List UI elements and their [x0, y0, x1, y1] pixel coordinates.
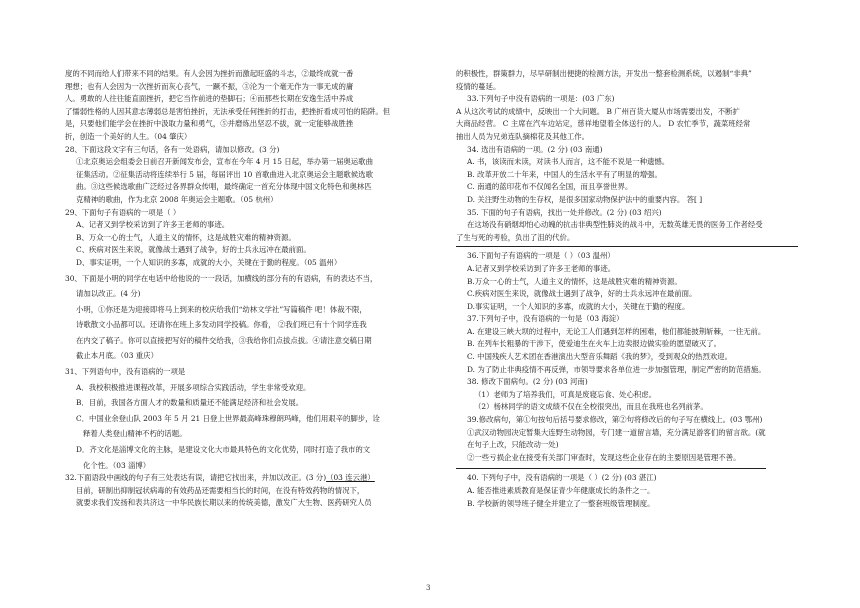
text-line-content: 30、下面是小明的同学在电话中给他说的一一段话，加横线的部分有的有语病，有的表达不当，: [65, 273, 378, 283]
text-line-content: C. 南通的蓝印花布不仅闻名全国，而且享誉世界。: [467, 182, 633, 192]
text-line-content: 人。勇敢的人往往能直面挫折，把它当作前进的垫脚石；④而那些长期在安逸生活中养成: [65, 94, 354, 104]
divider: [456, 468, 766, 469]
text-line: [456, 156, 798, 169]
text-line-content: D. 关注野生动物的生存权，是很多国家动物保护法中的重要内容。 答[ ]: [467, 194, 703, 204]
text-line: [65, 366, 431, 379]
text-line-content: 释着人类登山精神不朽的话题。: [83, 429, 187, 439]
text-line: [65, 444, 431, 457]
text-line: [456, 232, 798, 245]
text-line: [456, 338, 798, 351]
text-line: [65, 319, 431, 332]
text-line-content: 在内交了稿子。你可以直接把写好的稿件交给我，③我给你们点拔点拔。④请注意交稿日期: [76, 335, 372, 345]
text-line: [456, 439, 798, 452]
text-line: [65, 93, 431, 106]
text-line: [65, 428, 431, 441]
text-line: [65, 472, 431, 485]
text-line: [456, 376, 798, 389]
text-line-content: 诗歌散文小品都可以。还请你在班上多发动同学投稿。你看， ②我们班已有十个同学连我: [76, 320, 367, 330]
text-line: [65, 219, 431, 232]
text-line-content: 33.下列句子中没有语病的一项是：(03 广东): [467, 94, 615, 104]
text-line: [65, 257, 431, 270]
text-line-content: 理想；也有人会因为一次挫折而灰心丧气，一蹶不振，③沦为一个毫无作为一事无成的庸: [65, 81, 354, 91]
text-line-content: 了生与死的考验，负出了沮的代价。: [456, 232, 575, 242]
text-line-content: 了懦弱性格的人因其意志薄弱总是害怕挫折，无法承受任何挫折的打击，把挫折看成可怕的陷阱。但: [65, 106, 391, 116]
text-line-content: 32.下面语段中画线的句子有三处表达有误，请把它找出来，并加以改正。(3 分): [65, 473, 327, 483]
source-tag: （03 连云港）: [326, 473, 375, 483]
text-line: [65, 131, 431, 144]
text-line-content: 35. 下面的句子有语病，找出一处并修改。(2 分) (03 绍兴): [467, 207, 662, 217]
text-line: [456, 485, 798, 498]
text-line: [65, 350, 431, 363]
divider: [456, 246, 798, 247]
text-line: [65, 304, 431, 317]
text-line-content: B. 在列车长粗暴的干涉下，使爱迪生在火车上边卖报边做实验的愿望破灭了。: [467, 339, 722, 349]
text-line-content: C.疾病对医生来说，就像战士遇到了战争，好的士兵永远冲在最前面。: [467, 289, 697, 299]
text-line: [456, 194, 798, 207]
text-line: [65, 144, 431, 157]
text-line: [65, 413, 431, 426]
text-line: [456, 401, 798, 414]
text-line-content: 折，创造一个美好的人生。（04 肇庆）: [65, 131, 192, 141]
text-line-content: 目前，研制出抑制冠状病毒的有效药品还需要相当长的时间，在没有特效药物的情况下，: [76, 485, 365, 495]
text-line-content: 曲。③这些候选歌曲广泛经过各界群众传唱，最终确定一首充分体现中国文化特色和奥林匹: [76, 182, 372, 192]
text-line: [456, 313, 798, 326]
text-line: [456, 364, 798, 377]
text-line-content: 39.修改病句，第①句按句后括号要求修改，第②句将修改后的句子写在横线上。(03 鄂州): [467, 415, 763, 425]
text-line: [456, 263, 798, 276]
text-line-content: ①北京奥运会组委会日前召开新闻发布会，宣布在今年 4 月 15 日起，举办第一届奥运歌曲: [76, 157, 373, 167]
text-line: [456, 118, 798, 131]
text-line: [456, 169, 798, 182]
text-line: [456, 351, 798, 364]
text-line: [65, 397, 431, 410]
text-line-content: 34. 选出有语病的一项。(2 分) (03 南通): [467, 144, 603, 154]
text-line: [456, 472, 798, 485]
text-line: [456, 68, 798, 81]
text-line-content: 36.下面句子有语病的一项是（ ）（03 温州）: [467, 251, 615, 261]
text-line: [65, 497, 431, 510]
text-line-content: B.万众一心的士气，人道主义的情怀，这是战胜灾难的精神资源。: [467, 276, 682, 286]
text-line: [456, 276, 798, 289]
text-line: [456, 181, 798, 194]
text-line-content: 31、下列语句中，没有语病的一项是: [65, 367, 186, 377]
text-line: [456, 219, 798, 232]
text-line-content: A. 能否推进素质教育是保证青少年健康成长的条件之一。: [467, 486, 655, 495]
text-line-content: 截止本月底。（03 重庆）: [76, 351, 158, 361]
text-line: [65, 106, 431, 119]
text-line-content: 大商品经营。 C 主席在汽车边站定，慈祥地望着全体送行的人。 D 农忙季节，蔬菜班经常: [456, 119, 751, 129]
text-line: [65, 207, 431, 220]
text-line: [65, 244, 431, 257]
page-number: 3: [426, 584, 431, 592]
text-line-content: C. 中国残疾人艺术团在香港演出大型音乐舞蹈《我的梦》，受到观众的热烈欢迎。: [467, 352, 733, 362]
text-line-content: D．齐文化是淄博文化的主脉，是建设文化大市最具特色的文化优势，同时打造了我市的文: [76, 445, 371, 455]
text-line-content: 抽出人员为兄弟连队摘棉花及其他工作。: [456, 131, 590, 141]
text-line-content: A 从这次考试的成绩中，反映出一个大问题。 B 广州百货大厦从市场需要出发，不断扩: [456, 106, 740, 116]
text-line: [456, 427, 798, 440]
text-line-content: A. 书，该读而未读，对读书人而言，这不能不说是一种遗憾。: [467, 157, 670, 167]
text-line: [456, 326, 798, 339]
text-line: [65, 81, 431, 94]
text-line: [456, 144, 798, 157]
text-line-content: 小明，①你还是为迎接即将马上到来的校庆给我们“幼林文学社”写篇稿件 吧！体裁不限，: [76, 304, 367, 314]
text-line: [456, 301, 798, 314]
text-line: [65, 68, 431, 81]
text-line-content: 征集活动。②征集活动将连续举行 5 届，每届评出 10 首歌曲进入北京奥运会主题歌候选歌: [76, 169, 373, 179]
text-line-content: （2）杨林同学的语文成绩不仅在全校很突出，而且在我班也名列前茅。: [474, 402, 708, 412]
left-column: [65, 68, 431, 510]
text-line: [65, 382, 431, 395]
text-line: [456, 106, 798, 119]
text-line: [65, 485, 431, 498]
text-line-content: 40. 下列句子中，没有语病的一项是（ ）(2 分) (03 湛江): [467, 473, 657, 483]
text-line: [65, 181, 431, 194]
text-line-content: 38. 修改下面病句。(2 分) (03 河南): [467, 377, 588, 387]
text-line-content: A. 在建设三峡大坝的过程中，无论工人们遇到怎样的困难，他们都能披荆斩棘，一往无前。: [467, 326, 766, 336]
text-line: [65, 288, 431, 301]
text-line-content: ②一些亏损企业在接受有关部门审查时，发现这些企业存在的主要原因是管理不善。: [467, 452, 741, 462]
text-line: [456, 81, 798, 94]
text-line: [65, 194, 431, 207]
text-line-content: C、疾病对医生来说，就像战士遇到了战争，好的士兵永远冲在最前面。: [76, 245, 311, 255]
text-line-content: A．我校积极推进课程改革，开展多项综合实践活动，学生非常受欢迎。: [76, 382, 311, 392]
text-line-content: B. 改革开放二十年来，中国人的生活水平有了明显的增强。: [467, 169, 662, 179]
text-line-content: （1）老师为了培养我们，可真是废寝忘食、处心积虑。: [474, 389, 657, 399]
text-line-content: D.事实证明，一个人知识的多寡，成就的大小，关键在于勤的程度。: [467, 301, 690, 311]
text-line: [65, 232, 431, 245]
text-line-content: 是，只要他们能学会在挫折中汲取力量和勇气，⑤并磨炼出坚忍不拔，就一定能够战胜挫: [65, 119, 354, 129]
text-line-content: 化个性。（03 淄博）: [83, 460, 151, 470]
text-line-content: 37.下列句子中，没有语病的一句是（03 海淀）: [467, 314, 624, 324]
text-line: [456, 250, 798, 263]
text-line: [65, 273, 431, 286]
text-line: [456, 288, 798, 301]
text-line: [65, 169, 431, 182]
text-line: [65, 156, 431, 169]
text-line-content: 28、下面这段文字有三句话，各有一处语病，请加以修改。(3 分): [65, 144, 280, 154]
text-line-content: 疫情的蔓延。: [456, 81, 501, 91]
text-line-content: A、记者又到学校采访到了许多王老师的事迹。: [76, 220, 230, 230]
text-line: [65, 335, 431, 348]
text-line-content: B．目前，我国各方面人才的数量和质量还不能满足经济和社会发展。: [76, 398, 304, 408]
text-line-content: 在这场没有硝烟却怕心动魄的抗击非典型性肺炎的战斗中，无数英雄无畏的医务工作者经受: [467, 220, 763, 230]
text-line-content: 克精神的歌曲，作为北京 2008 年奥运会主题歌。（05 杭州）: [76, 194, 278, 204]
text-line: [456, 207, 798, 220]
text-line: [456, 452, 798, 465]
text-line: [456, 93, 798, 106]
text-line: [456, 131, 798, 144]
text-line: [65, 118, 431, 131]
text-line-content: B. 学校新的领导班子健全并建立了一整套班级管理制度。: [467, 498, 655, 508]
text-line: [456, 389, 798, 402]
text-line-content: A.记者又到学校采访到了许多王老师的事迹。: [467, 263, 616, 273]
text-line-content: 在句子上改，只能改动一处): [467, 440, 559, 450]
text-line: [456, 414, 798, 427]
text-line-content: 请加以改正。(4 分): [76, 289, 141, 299]
text-line-content: 的积极性，群策群力，尽早研制出便捷的检测方法，开发出一整套检测系统，以遏制“非典”: [456, 69, 752, 78]
text-line: [65, 460, 431, 473]
text-line: [456, 498, 798, 511]
text-line-content: ①武汉动物园决定暂集大连野生动物园，专门建一道留言墙，充分满足游客们的留言欲。(就: [467, 427, 766, 437]
text-line-content: 度的不同而给人们带来不同的结果。有人会因为挫折而激起旺盛的斗志，②最终成就一番: [65, 69, 354, 78]
text-line-content: C．中国业余登山队 2003 年 5 月 21 日登上世界最高峰珠穆朗玛峰，他们用艰辛的脚步，诠: [76, 413, 380, 423]
right-column: [456, 68, 798, 510]
text-line-content: B、万众一心的士气，人道主义的情怀，这是战胜灾难的精神资源。: [76, 232, 296, 242]
text-line-content: 就要求我们发扬和表共济这一中华民族长期以来的传统美德，激发广大生物、医药研究人员: [76, 498, 372, 508]
text-line-content: 29、下面句子有语病的一项是（ ）: [65, 207, 181, 217]
text-line-content: D. 为了防止非典疫情不再反弹，市领导要求各单位进一步加强管理，制定严密的防范措施。: [467, 364, 766, 374]
text-line-content: D、事实证明，一个人知识的多寡，成就的大小，关键在于勤的程度。（05 温州）: [76, 257, 342, 267]
